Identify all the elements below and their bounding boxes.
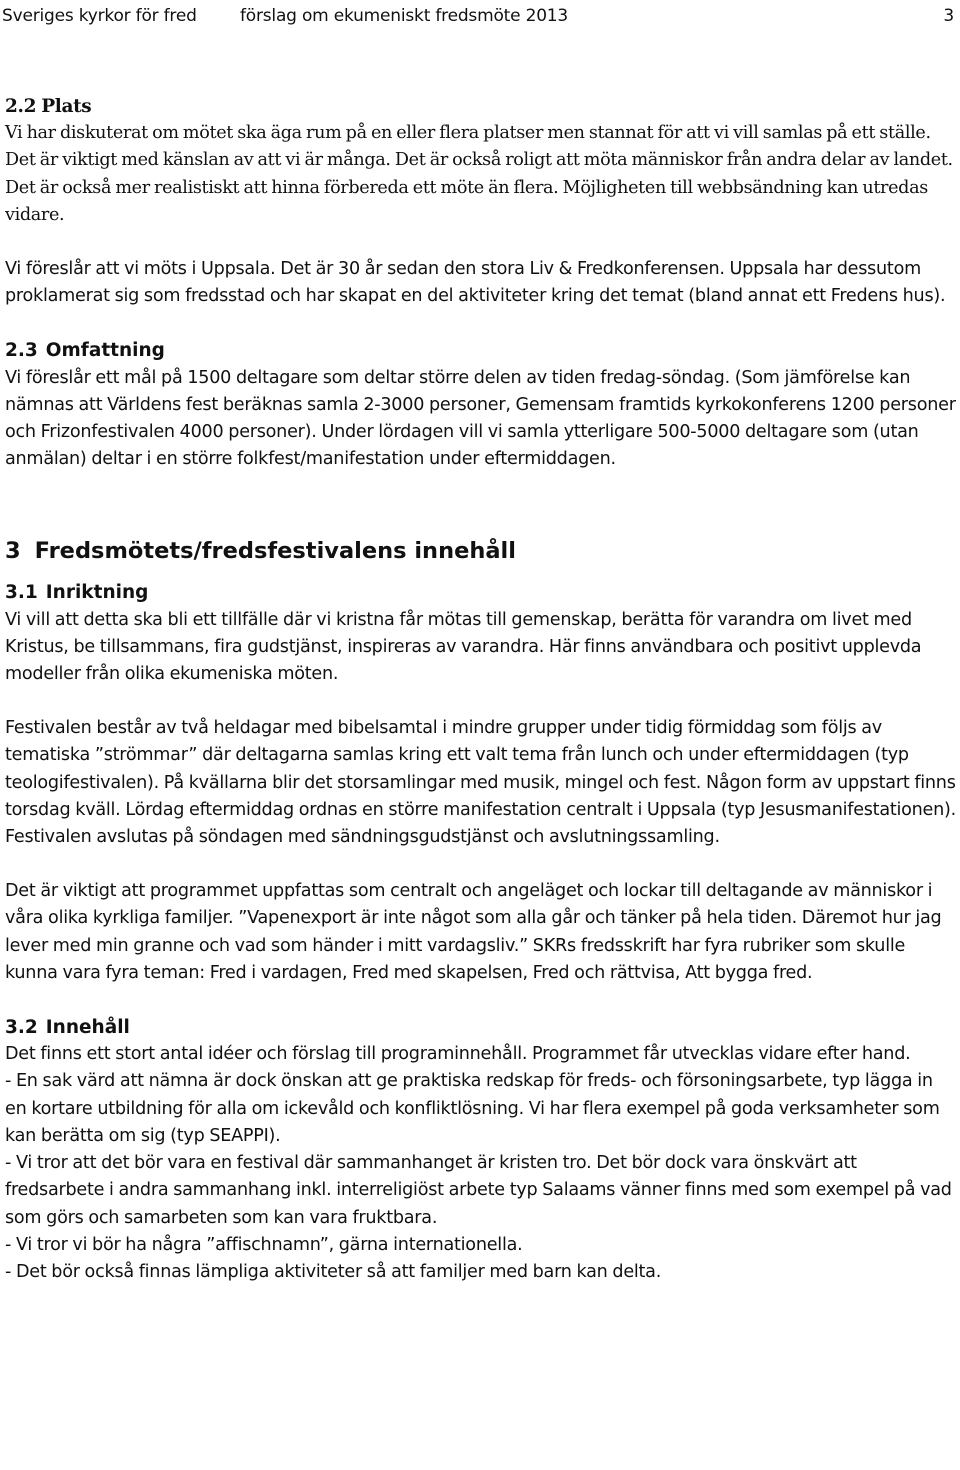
- section-3-2-heading: [5, 1014, 957, 1041]
- section-3-1-paragraph-3: Det är viktigt att programmet uppfattas som centralt och angeläget och lockar till deltagande av människor i våra olika kyrkliga familjer. ”Vapenexport är inte något som alla går och tänker på hela tiden. Däremot hur jag lever med min granne och vad som händer i mitt vardagsliv.” SKRs fredsskrift har fyra rubriker som skulle kunna vara fyra teman: Fred i vardagen, Fred med skapelsen, Fred och rättvisa, Att bygga fred.: [5, 881, 942, 983]
- section-2-2-paragraph-1: Vi har diskuterat om mötet ska äga rum på en eller flera platser men stannat för att vi vill samlas på ett ställe. Det är viktigt med känslan av att vi är många. Det är också roligt att möta människor från andra delar av landet. Det är också mer realistiskt att hinna förbereda ett möte än flera. Möjligheten till webbsändning kan utredas vidare.: [5, 123, 953, 225]
- section-3-1-title: Inriktning: [45, 582, 149, 604]
- header-page-number: 3: [943, 6, 954, 26]
- section-3-2-list-item: - En sak värd att nämna är dock önskan att ge praktiska redskap för freds- och försoningsarbete, typ lägga in en kortare utbildning för alla om ickevåld och konfliktlösning. Vi har flera exempel på goda verksamheter som kan berätta om sig (typ SEAPPI).: [5, 1071, 940, 1146]
- section-2-3-number: 2.3: [5, 340, 38, 362]
- section-3-number: 3: [5, 538, 21, 565]
- section-3-1-heading: [5, 579, 957, 606]
- page-header: [0, 3, 960, 29]
- section-2-2-paragraph-2: Vi föreslår att vi möts i Uppsala. Det är 30 år sedan den stora Liv & Fredkonferensen. Uppsala har dessutom proklamerat sig som fredsstad och har skapat en del aktiviteter kring det temat (bland annat ett Fredens hus).: [5, 259, 946, 307]
- section-3-2-paragraph-1: Det finns ett stort antal idéer och förslag till programinnehåll. Programmet får utvecklas vidare efter hand.: [5, 1044, 911, 1065]
- section-3-2-number: 3.2: [5, 1017, 38, 1039]
- header-document-title: förslag om ekumeniskt fredsmöte 2013: [240, 6, 569, 26]
- section-3-title: Fredsmötets/fredsfestivalens innehåll: [34, 538, 516, 565]
- section-3-1-paragraph-1: Vi vill att detta ska bli ett tillfälle där vi kristna får mötas till gemenskap, berätta för varandra om livet med Kristus, be tillsammans, fira gudstjänst, inspireras av varandra. Här finns användbara och positivt upplevda modeller från olika ekumeniska möten.: [5, 609, 922, 685]
- section-3-2-list-item: - Vi tror vi bör ha några ”affischnamn”, gärna internationella.: [5, 1234, 523, 1255]
- section-2-3-heading: [5, 337, 957, 364]
- header-organization: Sveriges kyrkor för fred: [2, 6, 197, 26]
- section-2-3-title: Omfattning: [45, 340, 165, 362]
- document-body: [5, 93, 957, 1286]
- section-3-2-title: Innehåll: [45, 1017, 130, 1039]
- section-3-heading: [5, 535, 957, 567]
- section-2-3-paragraph-1: Vi föreslår ett mål på 1500 deltagare som deltar större delen av tiden fredag-söndag. (Som jämförelse kan nämnas att Världens fest beräknas samla 2-3000 personer, Gemensam framtids kyrkokonferens 1200 personer och Frizonfestivalen 4000 personer). Under lördagen vill vi samla ytterligare 500-5000 deltagare som (utan anmälan) deltar i en större folkfest/manifestation under eftermiddagen.: [5, 367, 956, 470]
- section-3-2-list-item: - Vi tror att det bör vara en festival där sammanhanget är kristen tro. Det bör dock vara önskvärt att fredsarbete i andra sammanhang inkl. interreligiöst arbete typ Salaams vänner finns med som exempel på vad som görs och samarbeten som kan vara fruktbara.: [5, 1153, 952, 1228]
- section-3-1-paragraph-2: Festivalen består av två heldagar med bibelsamtal i mindre grupper under tidig förmiddag som följs av tematiska ”strömmar” där deltagarna samlas kring ett valt tema från lunch och under eftermiddagen (typ teologifestivalen). På kvällarna blir det storsamlingar med musik, mingel och fest. Någon form av uppstart finns torsdag kväll. Lördag eftermiddag ordnas en större manifestation centralt i Uppsala (typ Jesusmanifestationen). Festivalen avslutas på söndagen med sändningsgudstjänst och avslutningssamling.: [5, 718, 956, 848]
- section-2-2-heading: 2.2 Plats: [5, 96, 92, 117]
- section-3-1-number: 3.1: [5, 582, 38, 604]
- section-3-2-list-item: - Det bör också finnas lämpliga aktiviteter så att familjer med barn kan delta.: [5, 1261, 662, 1282]
